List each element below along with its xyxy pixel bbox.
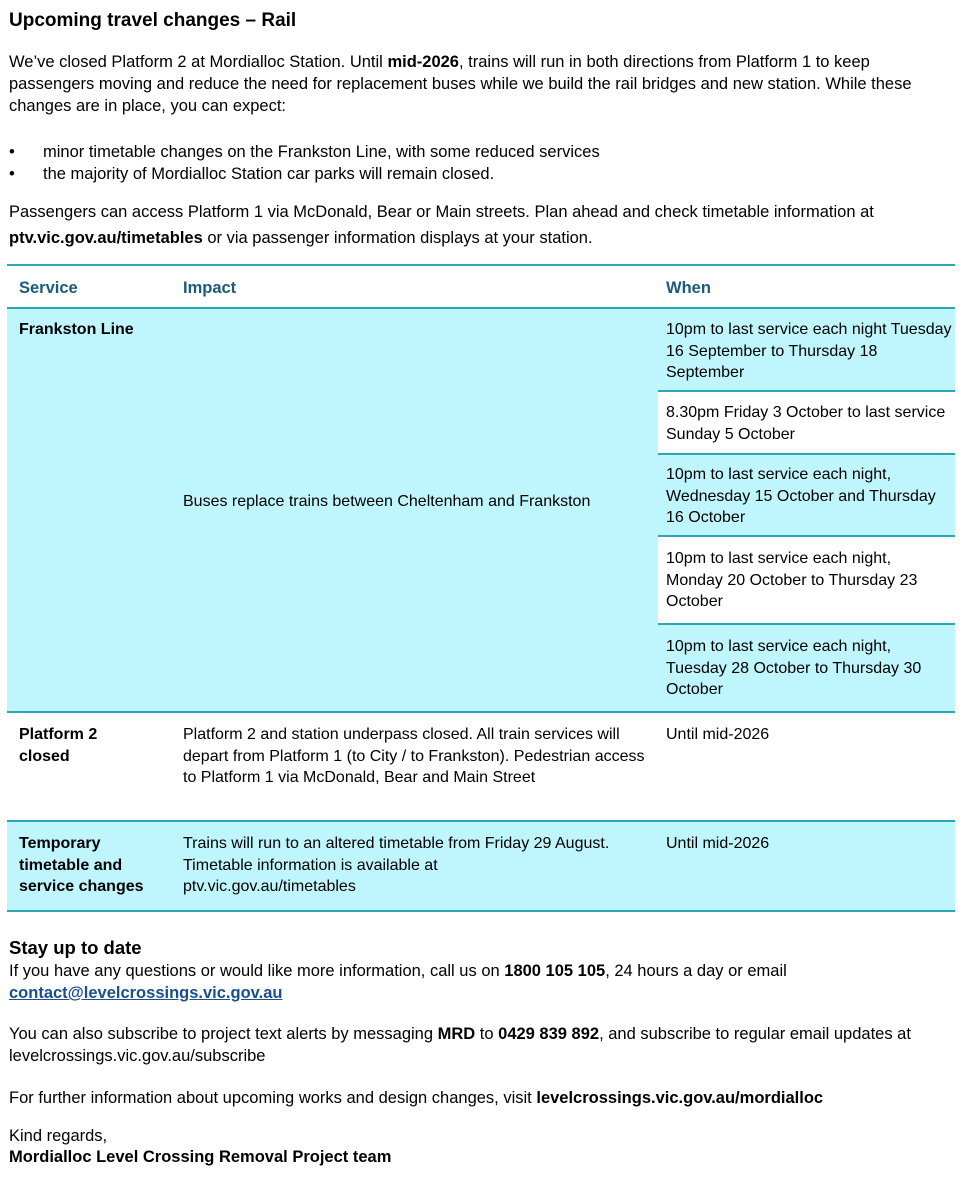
stay-heading: Stay up to date	[9, 937, 142, 958]
contact-paragraph	[9, 960, 964, 1004]
column-header-impact: Impact	[183, 279, 237, 297]
when-rule	[658, 623, 955, 625]
column-header-when: When	[666, 279, 711, 297]
expectations-list	[9, 141, 600, 185]
timetables-link[interactable]: ptv.vic.gov.au/timetables	[9, 229, 203, 247]
sms-code: MRD	[437, 1025, 476, 1043]
subscribe-text: You can also subscribe to project text alerts by messaging	[9, 1025, 438, 1043]
column-header-service: Service	[19, 279, 78, 297]
when-frankston-5: 10pm to last service each night, Tuesday 28 October to Thursday 30 October	[666, 638, 922, 698]
sms-number: 0429 839 892	[498, 1025, 600, 1043]
changes-table	[7, 264, 955, 912]
when-frankston-3: 10pm to last service each night, Wednesday 15 October and Thursday 16 October	[666, 466, 936, 526]
list-item: • minor timetable changes on the Frankston Line, with some reduced services	[9, 141, 600, 163]
service-platform: Platform 2 closed	[19, 726, 98, 765]
project-link[interactable]: levelcrossings.vic.gov.au/mordialloc	[536, 1089, 824, 1107]
when-rule	[658, 390, 955, 392]
access-text: Passengers can access Platform 1 via McDonald, Bear or Main streets. Plan ahead and check timetable information at	[9, 203, 874, 221]
page-title: Upcoming travel changes – Rail	[9, 10, 297, 31]
table-top-rule	[7, 264, 955, 266]
service-frankston: Frankston Line	[19, 321, 134, 338]
subscribe-text-to: to	[475, 1025, 499, 1043]
contact-text-cont: , 24 hours a day or email	[605, 962, 787, 980]
when-frankston-2: 8.30pm Friday 3 October to last service Sunday 5 October	[666, 404, 946, 443]
phone-number: 1800 105 105	[504, 962, 606, 980]
when-frankston-1: 10pm to last service each night Tuesday 16 September to Thursday 18 September	[666, 321, 952, 381]
header-rule	[7, 307, 955, 309]
further-info-text: For further information about upcoming works and design changes, visit	[9, 1089, 537, 1107]
access-text-cont: or via passenger information displays at your station.	[202, 229, 593, 247]
access-paragraph	[9, 199, 964, 251]
subscribe-text-cont: , and subscribe to regular email updates at levelcrossings.vic.gov.au/subscribe	[9, 1025, 911, 1065]
intro-date: mid-2026	[387, 53, 459, 71]
subscribe-paragraph	[9, 1023, 964, 1067]
table-bottom-rule	[7, 910, 955, 912]
impact-timetable: Trains will run to an altered timetable from Friday 29 August. Timetable information is available at ptv.vic.gov.au/timetables	[183, 835, 610, 895]
when-rule	[658, 535, 955, 537]
contact-text: If you have any questions or would like more information, call us on	[9, 962, 505, 980]
further-info-paragraph	[9, 1087, 964, 1109]
list-item: • the majority of Mordialloc Station car parks will remain closed.	[9, 163, 600, 185]
regards: Kind regards,	[9, 1127, 108, 1145]
row-rule	[7, 711, 955, 713]
when-timetable: Until mid-2026	[666, 835, 770, 852]
email-link[interactable]: contact@levelcrossings.vic.gov.au	[9, 984, 283, 1002]
service-timetable: Temporary timetable and service changes	[19, 835, 144, 895]
impact-frankston: Buses replace trains between Cheltenham and Frankston	[183, 493, 591, 510]
signature-team: Mordialloc Level Crossing Removal Project team	[9, 1148, 392, 1166]
when-platform: Until mid-2026	[666, 726, 770, 743]
intro-text-cont: , trains will run in both directions from Platform 1 to keep passengers moving and reduce the need for replacement buses while we build the rail bridges and new station. While these changes are in place, you can expect:	[9, 53, 912, 115]
when-rule	[658, 453, 955, 455]
impact-platform: Platform 2 and station underpass closed. All train services will depart from Platform 1 (to City / to Frankston). Pedestrian access to Platform 1 via McDonald, Bear and Main Street	[183, 726, 645, 786]
intro-paragraph	[9, 51, 959, 117]
when-frankston-4: 10pm to last service each night, Monday 20 October to Thursday 23 October	[666, 550, 918, 610]
row-rule	[7, 820, 955, 822]
intro-text: We’ve closed Platform 2 at Mordialloc Station. Until	[9, 53, 388, 71]
